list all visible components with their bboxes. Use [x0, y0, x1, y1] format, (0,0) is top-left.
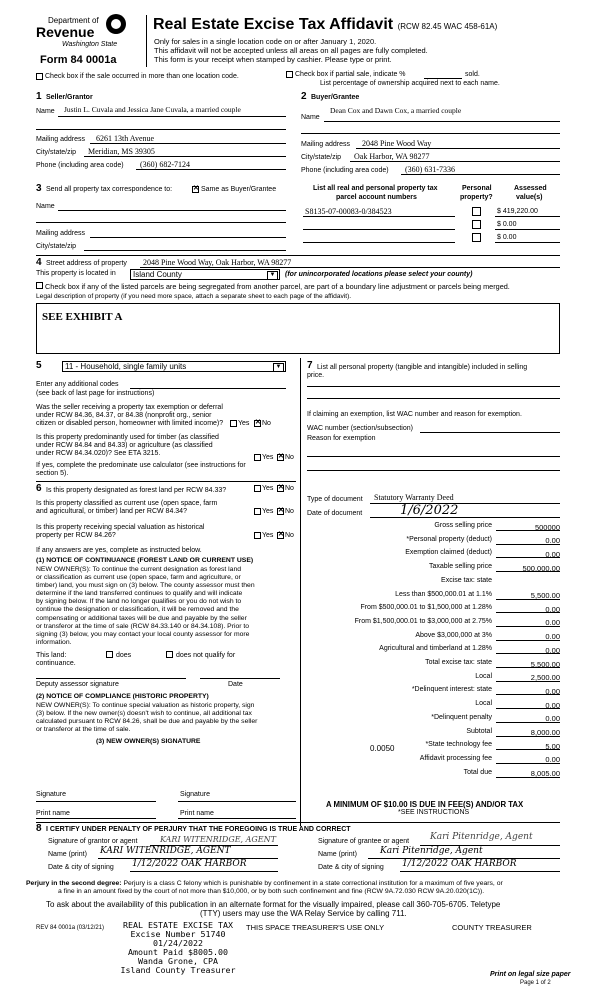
grantee-name-label: Name (print): [318, 851, 357, 858]
tax-line-value: 0.00: [545, 714, 560, 724]
q-timber-4: If yes, complete the predominate use calculator (see instructions for: [36, 462, 246, 469]
accessibility-line-1: To ask about the availability of this publication in an alternate format for the visually impaired, please call 360-705-6705. Teletype: [46, 900, 501, 909]
header-divider: [146, 15, 147, 67]
notice-continuance-body: [36, 566, 298, 647]
q-timber-3: under RCW 84.34.020)? See ETA 3215.: [36, 450, 161, 457]
seller-mailing-field[interactable]: [90, 143, 286, 144]
timber-yes-label: Yes: [262, 454, 274, 461]
assessed-header: Assessed: [514, 185, 547, 192]
new-owner-signature-2[interactable]: [178, 801, 296, 802]
q-exemption-3: citizen or disabled person, homeowner with limited income)?: [36, 420, 224, 427]
notice-line: determine if the land transferred continues to qualify and will indicate: [36, 590, 243, 598]
assessed-row-1[interactable]: [495, 216, 560, 217]
tax-line-label: Subtotal: [466, 727, 492, 735]
chevron-down-icon[interactable]: ▼: [267, 271, 278, 280]
minimum-fee-notice: A MINIMUM OF $10.00 IS DUE IN FEE(S) AND/OR TAX: [326, 800, 524, 809]
section-6-number: 6: [36, 483, 42, 494]
seller-name-field-2[interactable]: [36, 129, 286, 130]
tax-line-label: Affidavit processing fee: [419, 754, 492, 762]
street-value: 2048 Pine Wood Way, Oak Harbor, WA 98277: [143, 258, 292, 267]
reason-field-2[interactable]: [307, 470, 560, 471]
q-exemption-1: Was the seller receiving a property tax exemption or deferral: [36, 404, 223, 411]
multi-location-checkbox[interactable]: [36, 73, 43, 80]
parcel-header-2: parcel account numbers: [336, 194, 417, 201]
exemption-no-label: No: [262, 420, 271, 427]
treasurer-use-label: THIS SPACE TREASURER'S USE ONLY: [246, 923, 385, 932]
forest-yes-label: Yes: [262, 485, 274, 492]
tax-line-label: Total due: [463, 768, 492, 776]
seller-mailing-label: Mailing address: [36, 136, 86, 143]
q-historic-1: Is this property receiving special valuation as historical: [36, 524, 205, 531]
tax-line-value: 0.00: [545, 686, 560, 696]
grantor-signature-mark: KARI WITENRIDGE, AGENT: [160, 835, 276, 844]
buyer-mailing-label: Mailing address: [301, 141, 351, 148]
buyer-name-field-2[interactable]: [301, 133, 560, 134]
partial-sale-sold: sold.: [465, 71, 480, 78]
notice-continuance-title: (1) NOTICE OF CONTINUANCE (FOREST LAND OR CURRENT USE): [36, 557, 254, 564]
assessed-row-3-value: $ 0.00: [497, 234, 517, 241]
section-4-rule: [36, 255, 560, 256]
segregation-checkbox[interactable]: [36, 282, 43, 289]
additional-codes-field[interactable]: [130, 388, 286, 389]
doc-type-label: Type of document: [307, 496, 363, 503]
additional-codes-note: (see back of last page for instructions): [36, 390, 155, 397]
use-code-select[interactable]: [62, 361, 286, 372]
print-name-label-1: Print name: [36, 810, 70, 817]
tax-line-label: Total excise tax: state: [425, 659, 492, 666]
notice-line: by signing below. If the land no longer qualifies or you do not wish to: [36, 598, 242, 606]
grantee-date-field[interactable]: [400, 871, 560, 872]
legal-description-value: SEE EXHIBIT A: [42, 311, 123, 323]
buyer-city-value: Oak Harbor, WA 98277: [354, 152, 430, 161]
q-current-use-2: and agricultural, or timber) land per RCW 84.34?: [36, 508, 187, 515]
notice-compliance-title: (2) NOTICE OF COMPLIANCE (HISTORIC PROPERTY): [36, 693, 209, 700]
section-8-number: 8: [36, 823, 42, 834]
buyer-name-label: Name: [301, 114, 320, 121]
section-8-rule: [36, 822, 560, 823]
seller-name-label: Name: [36, 108, 55, 115]
tax-line-label: *Delinquent interest: state: [411, 686, 492, 694]
tax-line-value: 8,005.00: [530, 769, 560, 779]
q-timber-1: Is this property predominantly used for timber (as classified: [36, 434, 219, 441]
stamp-line: Wanda Grone, CPA: [138, 956, 218, 966]
personal-checkbox-2[interactable]: [472, 220, 481, 229]
page-number: Page 1 of 2: [520, 980, 551, 986]
grantor-signature-label: Signature of grantor or agent: [48, 838, 138, 845]
grantor-name-label: Name (print): [48, 851, 87, 858]
tax-line-value: 0.00: [545, 632, 560, 642]
section-7-number: 7: [307, 360, 313, 371]
tax-correspondence-label: Send all property tax correspondence to:: [46, 186, 173, 193]
seller-name-value: Justin L. Cuvala and Jessica Jane Cuvala, a married couple: [64, 105, 241, 114]
local-rate: 0.0050: [370, 744, 395, 753]
buyer-mailing-value: 2048 Pine Wood Way: [362, 139, 432, 148]
notice-line: (3) below. If the new owner(s) doesn't wish to continue, all additional tax: [36, 710, 252, 718]
multi-location-label: Check box if the sale occurred in more than one location code.: [45, 73, 239, 80]
form-title-text: Real Estate Excise Tax Affidavit: [153, 16, 394, 33]
section-3-number: 3: [36, 183, 42, 194]
seller-city-label: City/state/zip: [36, 149, 77, 156]
q-forest: Is this property designated as forest land per RCW 84.33?: [46, 487, 227, 494]
tax-line-label: *State technology fee: [425, 741, 492, 749]
grantee-date-label: Date & city of signing: [318, 864, 384, 871]
partial-sale-note: List percentage of ownership acquired next to each name.: [320, 80, 500, 87]
deputy-signature-field[interactable]: [36, 678, 186, 679]
parcel-row-1-value: S8135-07-00083-0/384523: [305, 207, 392, 216]
doc-type-value: Statutory Warranty Deed: [374, 493, 454, 502]
tax-line-value: 0.00: [545, 549, 560, 559]
additional-codes-label: Enter any additional codes: [36, 381, 119, 388]
state-label: Washington State: [62, 41, 118, 48]
tax-line-value: 500,000.00: [522, 563, 560, 573]
tax-line-label: Exemption claimed (deduct): [405, 549, 492, 557]
tax-line-label: Local: [475, 700, 492, 708]
notice-line: calculated pursuant to RCW 84.26, shall be due and payable by the seller: [36, 718, 258, 726]
if-yes-note: If any answers are yes, complete as instructed below.: [36, 547, 202, 554]
doc-date-label: Date of document: [307, 510, 363, 517]
personal-checkbox-3[interactable]: [472, 233, 481, 242]
tax-line-label: Above $3,000,000 at 3%: [415, 631, 492, 639]
q-exemption-2: under RCW 84.36, 84.37, or 84.38 (nonprofit org., senior: [36, 412, 212, 419]
exemption-claim-label: If claiming an exemption, list WAC number and reason for exemption.: [307, 411, 522, 418]
correspondence-name-field[interactable]: [58, 210, 286, 211]
parcel-row-1[interactable]: [303, 216, 455, 217]
column-divider: [300, 358, 301, 826]
doc-type-field[interactable]: [370, 503, 560, 504]
wac-label: WAC number (section/subsection): [307, 425, 413, 432]
stamp-line: 01/24/2022: [153, 938, 203, 948]
agency-name: Revenue: [36, 24, 95, 40]
correspondence-mailing-label: Mailing address: [36, 230, 86, 237]
street-label: Street address of property: [46, 260, 127, 267]
correspondence-city-label: City/state/zip: [36, 243, 77, 250]
correspondence-mailing-field[interactable]: [90, 237, 286, 238]
notice-line: or transferor at the time of sale.: [36, 726, 131, 734]
section-4-number: 4: [36, 257, 42, 268]
form-number: Form 84 0001a: [40, 54, 117, 66]
buyer-name-value: Dean Cox and Dawn Cox, a married couple: [330, 106, 462, 115]
tax-line-value: 5.00: [545, 741, 560, 751]
deputy-signature-label: Deputy assessor signature: [36, 681, 119, 688]
segregation-label: Check box if any of the listed parcels are being segregated from another parcel, are part of a boundary line adjustment or parcels being merged.: [45, 282, 510, 291]
print-name-field-1[interactable]: [36, 818, 156, 819]
deputy-date-label: Date: [228, 681, 243, 688]
notice-line: NEW OWNER(S): To continue the current designation as forest land: [36, 566, 242, 573]
reason-field-1[interactable]: [307, 456, 560, 457]
legal-paper-note: Print on legal size paper: [490, 971, 571, 978]
section-6-rule: [36, 481, 296, 482]
wac-field[interactable]: [420, 432, 560, 433]
tax-line-label: Excise tax: state: [441, 576, 492, 584]
department-label: Department of: [48, 16, 99, 25]
print-name-label-2: Print name: [180, 810, 214, 817]
correspondence-name-field-2[interactable]: [36, 222, 286, 223]
buyer-mailing-field[interactable]: [356, 148, 560, 149]
notice-2: This affidavit will not be accepted unless all areas on all pages are fully completed.: [154, 46, 428, 55]
historic-yes-checkbox[interactable]: [254, 532, 261, 539]
assessed-row-3[interactable]: [495, 242, 560, 243]
assessed-row-2-value: $ 0.00: [497, 221, 517, 228]
tax-line-value: 500000: [534, 522, 560, 532]
certify-statement: I CERTIFY UNDER PENALTY OF PERJURY THAT THE FOREGOING IS TRUE AND CORRECT: [46, 826, 351, 833]
forest-no-label: No: [285, 485, 294, 492]
current-use-no-label: No: [285, 508, 294, 515]
historic-yes-label: Yes: [262, 532, 274, 539]
notice-line: or classification as current use (open space, farm and agriculture, or: [36, 574, 241, 582]
forest-yes-checkbox[interactable]: [254, 485, 261, 492]
grantee-name-value: Kari Pitenridge, Agent: [380, 846, 483, 856]
this-land-label: This land:: [36, 652, 67, 659]
use-code-value: 11 - Household, single family units: [65, 362, 187, 371]
grantor-date-label: Date & city of signing: [48, 864, 114, 871]
personal-property-field-2[interactable]: [307, 398, 560, 399]
located-in-label: This property is located in: [36, 270, 116, 277]
tax-line-value: 0.00: [545, 536, 560, 546]
notice-compliance-body: [36, 702, 298, 734]
buyer-phone-label: Phone (including area code): [301, 167, 389, 174]
tax-line-value: 5,500.00: [530, 591, 560, 600]
parcel-header: List all real and personal property tax: [313, 185, 438, 192]
county-select[interactable]: [130, 269, 280, 280]
personal-header-2: property?: [460, 194, 493, 201]
tax-line-label: *Delinquent penalty: [431, 713, 492, 721]
street-field[interactable]: [140, 267, 560, 268]
perjury-line-2: a fine in an amount fixed by the court of not more than $10,000, or by both such confinement and fine (RCW 9A.72.030 RCW 9A.20.020(1C)).: [58, 888, 485, 895]
see-instructions: *SEE INSTRUCTIONS: [398, 809, 470, 816]
section-1-number: 1: [36, 91, 42, 102]
grantee-signature-mark: Kari Pitenridge, Agent: [430, 832, 533, 842]
tax-line-label: Less than $500,000.01 at 1.1%: [395, 590, 492, 598]
grantor-date-field[interactable]: [130, 871, 278, 872]
partial-percent-input[interactable]: [424, 78, 462, 79]
new-owner-signature-1[interactable]: [36, 801, 156, 802]
tax-line-value: 0.00: [545, 618, 560, 628]
assessed-header-2: value(s): [516, 194, 543, 201]
excise-stamp: [118, 921, 238, 975]
tax-line-value: 2,500.00: [530, 673, 560, 683]
section-5-number: 5: [36, 360, 42, 371]
buyer-heading: Buyer/Grantee: [311, 94, 360, 101]
personal-checkbox-1[interactable]: [472, 207, 481, 216]
seller-city-value: Meridian, MS 39305: [88, 147, 155, 156]
tax-line-label: Gross selling price: [434, 522, 492, 529]
same-as-buyer-label: Same as Buyer/Grantee: [201, 186, 277, 193]
tax-line-value: 0.00: [545, 755, 560, 765]
tax-line-label: From $500,000.01 to $1,500,000 at 1.28%: [360, 604, 492, 612]
doc-date-field[interactable]: [370, 517, 560, 518]
seller-phone-label: Phone (including area code): [36, 162, 124, 169]
new-owner-signature-title: (3) NEW OWNER(S) SIGNATURE: [96, 738, 201, 745]
tax-line-label: *Personal property (deduct): [406, 535, 492, 543]
tax-line-value: 8,000.00: [530, 728, 560, 737]
correspondence-name-label: Name: [36, 203, 55, 210]
exemption-no-checkbox[interactable]: [254, 420, 261, 427]
correspondence-city-field[interactable]: [84, 250, 286, 251]
historic-no-checkbox[interactable]: [277, 532, 284, 539]
buyer-phone-value: (360) 631-7336: [405, 165, 455, 174]
tax-line-label: Agricultural and timberland at 1.28%: [379, 645, 492, 653]
signature-label-2: Signature: [180, 791, 210, 798]
buyer-name-field[interactable]: [324, 121, 560, 122]
current-use-yes-checkbox[interactable]: [254, 508, 261, 515]
personal-property-label-2: price.: [307, 372, 325, 379]
accessibility-line-2: (TTY) users may use the WA Relay Service by calling 711.: [200, 909, 407, 918]
notice-line: signing (3) below, you may contact your local county assessor for more: [36, 630, 250, 638]
forest-no-checkbox[interactable]: [277, 485, 284, 492]
historic-no-label: No: [285, 532, 294, 539]
continuance-label: continuance.: [36, 660, 76, 667]
notice-line: or transferor at the time of sale (RCW 84.33.140 or 84.34.108). Prior to: [36, 622, 250, 630]
notice-line: compensating or additional taxes will be due and payable by the seller: [36, 614, 247, 622]
land-does-not-checkbox[interactable]: [166, 651, 173, 658]
stamp-line: Island County Treasurer: [120, 965, 236, 975]
parcel-row-3[interactable]: [303, 242, 455, 243]
tax-line-label: Local: [475, 672, 492, 680]
legal-description-label: Legal description of property (if you need more space, attach a separate sheet to each page of the affidavit).: [36, 293, 352, 300]
timber-no-label: No: [285, 454, 294, 461]
notice-3: This form is your receipt when stamped by cashier. Please type or print.: [154, 55, 392, 64]
tax-line-label: Taxable selling price: [428, 563, 492, 571]
exemption-yes-label: Yes: [238, 420, 250, 427]
q-current-use-1: Is this property classified as current use (open space, farm: [36, 500, 218, 507]
chevron-down-icon[interactable]: ▼: [273, 363, 284, 372]
print-name-field-2[interactable]: [178, 818, 296, 819]
county-note: (for unincorporated locations please select your county): [285, 271, 473, 278]
county-treasurer-label: COUNTY TREASURER: [452, 923, 532, 932]
tax-line-value: 0.00: [545, 700, 560, 710]
form-title: [153, 16, 497, 34]
tax-line-value: 0.00: [545, 604, 560, 614]
seller-mailing-value: 6261 13th Avenue: [96, 134, 155, 143]
seller-phone-value: (360) 682-7124: [140, 160, 190, 169]
tax-line-value: 5,500.00: [530, 659, 560, 669]
notice-1: Only for sales in a single location code on or after January 1, 2020.: [154, 37, 377, 46]
personal-property-label: List all personal property (tangible and intangible) included in selling: [317, 364, 528, 371]
grantee-date-value: 1/12/2022 OAK HARBOR: [402, 859, 517, 869]
buyer-city-field[interactable]: [350, 161, 560, 162]
seller-phone-field[interactable]: [136, 169, 286, 170]
same-as-buyer-checkbox[interactable]: [192, 186, 199, 193]
partial-sale-label: Check box if partial sale, indicate %: [295, 71, 406, 78]
county-select-value: Island County: [133, 270, 182, 279]
timber-yes-checkbox[interactable]: [254, 454, 261, 461]
exemption-yes-checkbox[interactable]: [230, 420, 237, 427]
assessed-row-2[interactable]: [495, 229, 560, 230]
q-timber-5: section 5).: [36, 470, 69, 477]
notice-line: continue the designation or classification, it will be removed and the: [36, 606, 239, 614]
partial-sale-checkbox[interactable]: [286, 71, 293, 78]
tax-line-value: 0.00: [545, 645, 560, 655]
notice-line: information.: [36, 638, 72, 646]
seller-city-field[interactable]: [84, 156, 286, 157]
assessed-row-1-value: $ 419,220.00: [497, 208, 538, 215]
land-does-not-label: does not qualify for: [176, 652, 236, 659]
seller-name-field[interactable]: [58, 116, 286, 117]
signature-label-1: Signature: [36, 791, 66, 798]
land-does-label: does: [116, 652, 132, 659]
q-timber-2: under RCW 84.84 and 84.33) or agriculture (as classified: [36, 442, 213, 449]
perjury-text-1: Perjury is a class C felony which is punishable by confinement in a state correctional institution for a maximum of five years, or: [123, 880, 503, 887]
notice-line: NEW OWNER(S): To continue special valuation as historic property, sign: [36, 702, 255, 709]
form-title-rcw: (RCW 82.45 WAC 458-61A): [397, 22, 498, 31]
buyer-city-label: City/state/zip: [301, 154, 342, 161]
personal-header: Personal: [462, 185, 492, 192]
section-2-number: 2: [301, 91, 307, 102]
current-use-no-checkbox[interactable]: [277, 508, 284, 515]
dor-logo-icon: [106, 14, 126, 34]
buyer-phone-field[interactable]: [401, 174, 560, 175]
perjury-lead: Perjury in the second degree:: [26, 880, 122, 887]
grantor-date-value: 1/12/2022 OAK HARBOR: [132, 859, 247, 869]
timber-no-checkbox[interactable]: [277, 454, 284, 461]
current-use-yes-label: Yes: [262, 508, 274, 515]
seller-heading: Seller/Grantor: [46, 94, 93, 101]
tax-line-label: From $1,500,000.01 to $3,000,000 at 2.75%: [354, 617, 492, 625]
grantor-name-value: KARI WITENRIDGE, AGENT: [100, 846, 231, 856]
notice-line: timber) land, you must sign on (3) below. The county assessor must then: [36, 582, 255, 590]
revision-code: REV 84 0001a (03/12/21): [36, 925, 105, 931]
personal-property-field-1[interactable]: [307, 386, 560, 387]
parcel-row-2[interactable]: [303, 229, 455, 230]
q-historic-2: property per RCW 84.26?: [36, 532, 116, 539]
doc-date-value: 1/6/2022: [400, 503, 459, 518]
land-does-checkbox[interactable]: [106, 651, 113, 658]
reason-label: Reason for exemption: [307, 435, 376, 442]
stamp-line: REAL ESTATE EXCISE TAX: [123, 920, 233, 930]
deputy-date-field[interactable]: [200, 678, 280, 679]
stamp-line: Excise Number 51740: [130, 929, 226, 939]
stamp-line: Amount Paid $8005.00: [128, 947, 228, 957]
grantee-signature-label: Signature of grantee or agent: [318, 838, 410, 845]
perjury-line-1: [26, 880, 503, 887]
